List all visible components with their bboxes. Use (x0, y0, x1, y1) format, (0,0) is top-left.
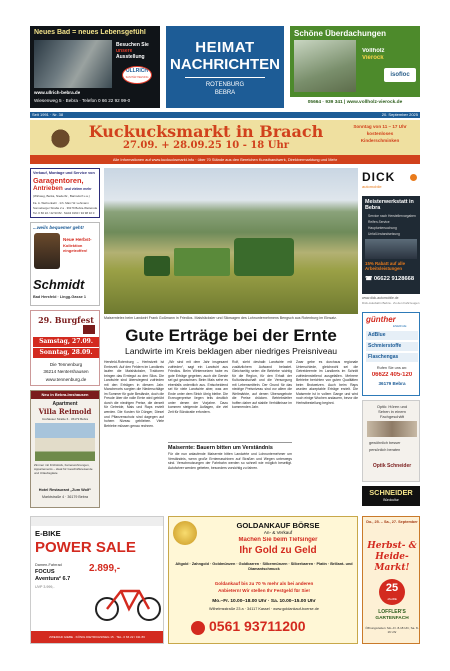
gold-offer1: Goldankauf bis zu 70 % mehr als bei anderen (214, 581, 314, 586)
guenther-phone2: 06622 405-120 (371, 372, 413, 378)
ad-optik[interactable] (362, 400, 420, 482)
article-headline: Gute Erträge bei der Ernte (125, 326, 337, 345)
reimold-name: Villa Reimold (38, 407, 92, 416)
villa-photo (35, 423, 95, 461)
brand-isofloc: isofloc (390, 72, 410, 78)
garagentor-tail: und vielem mehr (64, 187, 92, 191)
gold-hours: Mo.–Fr. 10.00–18.00 Uhr · Sa. 10.00–15.00 Uhr (212, 599, 316, 604)
ad-bathroom-footer2: Wiesenweg 5 · Bebra · Telefon 0 66 22 92 99-0 (34, 98, 131, 103)
logo-line4: BEBRA (214, 90, 236, 96)
reimold-text: Zimmer mit Frühstück, Ferienwohnungen, Appartements – ideal für Geschäftsreisende und Urlaubsgäste (34, 464, 93, 475)
gold-pitch1: Machen Sie beim Tiefsinger (238, 537, 318, 543)
ad-bathroom-line2: unsere (116, 48, 133, 54)
gold-items: Altgold · Zahngold · Goldmünzen · Goldbarren · Silbermünzen · Silberbarren · Platin · Brillant- und Diamantschmuck (175, 562, 353, 571)
ad-dick[interactable] (362, 168, 420, 194)
trailer-shape (174, 248, 230, 276)
dick-sub: automobile (362, 184, 382, 189)
article-photo[interactable] (104, 168, 358, 314)
dateline-right: 20. September 2025 (381, 112, 418, 117)
car-photo (365, 239, 417, 259)
guenther-sub: ENERGIE (393, 324, 407, 328)
garagentor-contact2: Sonneberger Straße 2 a · 36179 Bebra-Weiterode (33, 206, 98, 210)
garagentor-small: (Wirtweg, Berka, Niederbr., Barnsdorf u.a.) (33, 194, 90, 198)
burgfest-title: 29. Burgfest (38, 315, 94, 325)
ad-villa-reimold[interactable] (30, 390, 100, 508)
meister-item2: Reifen-Service (368, 220, 390, 224)
meister-discount: 15% Rabatt auf alle Arbeitsleistungen (365, 261, 406, 271)
article-col2 (168, 360, 228, 440)
logo-line1: HEIMAT (195, 39, 255, 56)
garten-title2: Heide- (375, 552, 409, 562)
reimold-sub2: Imshäuser Straße 6 · 36179 Bebra (41, 417, 89, 421)
article-col4 (296, 360, 358, 510)
harvester-shape (234, 238, 294, 276)
reimold-sub: Apartment (52, 401, 78, 407)
ad-carport-title: Schöne Überdachungen (294, 29, 387, 38)
ebike-model1: Damen-Fahrrad (35, 563, 62, 567)
garagentor-contact1: Fa. A. Wehrenkehr · Inh. Marc W. Lehmann (33, 201, 89, 205)
tractor-shape (144, 256, 170, 276)
optik-item2: persönlich beraten (369, 448, 401, 452)
ad-bathroom-line1: Besuchen Sie (116, 42, 149, 48)
meister-item4: Unfall-Instandsetzung (368, 232, 400, 236)
gold-sub: An- & Verkauf (263, 530, 293, 535)
garten-badge-sub: JAHRE (387, 597, 397, 601)
ad-goldankauf[interactable] (168, 516, 358, 644)
guenther-p3: Flaschengas (366, 353, 418, 362)
banner-kuckucksmarkt[interactable] (30, 120, 420, 164)
ebike-logos (31, 517, 163, 526)
garten-badge-num: 25 (385, 582, 399, 594)
guenther-addr: 36179 Bebra (378, 381, 406, 386)
eye-photo (367, 421, 417, 437)
schmidt-line2: Kollektion eingetroffen! (63, 243, 88, 253)
maisernte-box-title: Maisernte: Bauern bitten um Verständnis (168, 445, 273, 451)
ad-bathroom[interactable] (30, 26, 160, 108)
ad-gartenmarkt[interactable] (362, 516, 420, 644)
burgfest-web: www.tennenburg.de (45, 377, 87, 382)
burgfest-day1: Samstag, 27.09. (33, 337, 99, 347)
gold-phone: 0561 93711200 (209, 618, 306, 634)
meister-title: Meisterwerkstatt in Bebra (365, 199, 414, 212)
carport-photo (294, 40, 356, 92)
photo-caption: Maiserntelex beim Landwirt Frank Goßmann in Friedlos. Maishäcksler und Silowagen des Lohnunternehmens Bengsch aus Rotenburg im Einsatz. (104, 316, 337, 320)
reimold-foot1: Hotel Restaurant „Zum Wolf“ (38, 488, 92, 492)
banner-side2: kostenloses (366, 131, 394, 136)
article-col3 (232, 360, 292, 440)
guenther-phone1: Rufen Sie uns an: (376, 366, 408, 370)
meister-phone: ☎ 06622 9128668 (365, 276, 415, 282)
reimold-foot2: Marktstraße 4 · 36179 Bebra (42, 495, 88, 499)
burgfest-addr: 36214 Nentershausen (43, 369, 89, 374)
ebike-footer: ZWEIRAD GIEBE · KÖNIG DIETRICHSWEG 15 · TEL. 0 66 22 / 911 86 (31, 631, 163, 643)
garagentor-title2 (33, 185, 99, 192)
optik-line1: Optik: Hören und (376, 404, 408, 409)
burgfest-day2: Sonntag, 28.09. (33, 348, 99, 358)
isofloc-logo (384, 68, 416, 82)
garten-title1: Herbst- & (367, 541, 417, 551)
ullrich-brand: ULLRICH (126, 68, 148, 74)
phone-icon (191, 621, 205, 635)
schmidt-line1: Neue Herbst- (63, 237, 92, 242)
banner-bird (44, 126, 74, 154)
garten-name2: GARTENFACH (375, 616, 409, 621)
ad-meisterwerkstatt[interactable] (362, 196, 420, 294)
dick-dot-icon (410, 174, 417, 181)
ullrich-logo (122, 66, 152, 84)
guenther-brand: günther (366, 315, 396, 324)
ad-bathroom-footer: www.ullrich-bebra.de (34, 90, 81, 95)
ad-ebike[interactable] (30, 516, 164, 644)
ebike-model3: Aventura² 6.7 (35, 576, 71, 582)
gold-coin-icon (173, 521, 197, 545)
ebike-price: 2.899,- (89, 563, 121, 574)
article-subhead: Landwirte im Kreis beklagen aber niedriges Preisniveau (124, 346, 338, 356)
ad-guenther[interactable] (362, 312, 420, 396)
ullrich-sub: SANITÄR HEIZUNG (125, 76, 149, 79)
banner-title: Kuckucksmarkt in Braach (88, 122, 324, 141)
garagentor-contact3: Tel. 0 66 22 / 42 93 82 · Mobil 0160 / 94 98 32 0 (33, 211, 95, 215)
dick-web: www.dick-automobile.de (362, 296, 399, 300)
ad-carport-footer: 05664 · 939 341 | www.vollholz-vierock.de (290, 97, 420, 108)
schmidt-title: ...weils bequemer geht! (33, 225, 84, 230)
brand-vollholz: Vollholz (362, 48, 385, 54)
banner-side3: Kinderschminken (360, 138, 400, 143)
logo-line3: ROTENBURG (205, 82, 245, 88)
ad-carport[interactable] (290, 26, 420, 108)
garten-name: LÖFFLER'S (378, 609, 406, 615)
ad-schmidt[interactable] (30, 222, 100, 306)
garagentor-title1: Garagentoren, (33, 176, 84, 185)
dick-brand: DICK (362, 170, 396, 184)
article-col1-text: Hersfeld-Rotenburg – Herbstzeit ist Erntezeit. Auf den Feldern im Landkreis laufen die Maishäcksler, Traktoren bringen das Erntegut zu den Silos. Die Landwirte sind überwiegend zufrieden mit den Erträgen in diesem Jahr. Mancherorts sorgten die Niederschläge im Sommer für gute Bestände, doch die Freude über die volle Ernte wird getrübt durch die niedrigen Preise, die derzeit für Getreide, Mais und Raps erzielt werden. Die Kosten für Dünger, Diesel und Pflanzenschutz sind dagegen auf hohem Niveau geblieben. Viele Betriebe müssen genau rechnen. (104, 360, 164, 428)
guenther-p2: Schmierstoffe (366, 342, 418, 351)
logo-line2: NACHRICHTEN (170, 56, 280, 73)
schmidt-sub: Bad Hersfeld · Lingg-Gasse 1 (33, 295, 86, 299)
garten-badge (379, 579, 405, 605)
reimold-title: Neu in Bebra-Imshausen (31, 391, 99, 399)
schneider-sub: Bürokultur (383, 498, 399, 502)
meister-item3: Hauptuntersuchung (368, 226, 397, 230)
gold-title: GOLDANKAUF BÖRSE (236, 521, 320, 530)
article-col2-text: „Wir sind mit dem Jahr insgesamt zufrieden“, sagt ein Landwirt aus Friedlos. Beim Winterweizen habe es gute Erträge gegeben, auch die Gerste sei gut gewachsen. Beim Mais sehe es ebenfalls ordentlich aus. Entscheidend sei für viele Landwirte aber, was am Ende unter dem Strich übrig bleibe. Die Erzeugerpreise liegen teils deutlich unter denen der Vorjahre. Dazu kommen steigende Auflagen, die viel Zeit für Bürokratie erfordern. (168, 360, 228, 415)
ad-garagentor[interactable] (30, 168, 100, 218)
garten-footer: Öffnungszeiten: Mo.-Fr. 8-18 Uhr, Sa. 8-16 Uhr (365, 626, 419, 634)
schneider-brand: SCHNEIDER (369, 488, 413, 497)
ebike-title: E-BIKE (35, 529, 61, 538)
schmidt-brand: Schmidt (33, 277, 85, 292)
ad-bathroom-title: Neues Bad = neues Lebensgefühl (34, 29, 146, 36)
optik-brand: Optik Schneider (372, 463, 412, 469)
ebike-model2: FOCUS (35, 569, 55, 575)
optik-item1: gewöhnlich besser (369, 441, 401, 445)
guenther-p1: AdBlue (366, 331, 418, 340)
burgfest-venue: Die Tennenburg (49, 362, 83, 367)
ebike-old-price: UVP 3.999,- (35, 585, 55, 589)
bath-photo (34, 40, 112, 88)
ebike-title2: POWER SALE (35, 539, 136, 556)
banner-dates: 27.09. + 28.09.25 10 - 18 Uhr (122, 140, 289, 151)
ad-burgfest[interactable] (30, 310, 100, 386)
ad-bathroom-line3: Ausstellung (116, 54, 145, 60)
optik-line3: Fachgeschäft (379, 414, 404, 419)
gold-offer2: Anbietern! Wir stellen Ihr Festgeld für Sie! (218, 588, 310, 593)
article-col3-text: Rolf, sieht deshalb Landwirte mit zusätzlichem Aufwand belastet. Gleichzeitig seien die Betriebe wichtig für die Region, für den Erhalt der Kulturlandschaft und die Versorgung mit Lebensmitteln. Der Grund für das niedrige Preisniveau sind vor allem die Weltmärkte, auf denen Überangebote die Preise drücken. Betriebsleiter hoffen daher auf stabile Verhältnisse im kommenden Jahr. (232, 360, 292, 410)
logo-divider (185, 77, 265, 78)
article-col4-text: Zwar gebe es durchaus regionale Unterschiede, gleichwohl sei die Getreideernte im Landkreis im Schnitt zufriedenstellend ausgefallen. Mehrere Betriebe berichten von guten Qualitäten beim Brotweizen. Auch beim Raps wurden akzeptable Erträge erzielt. Die Maisernte ist in vollem Gange und wird noch einige Wochen andauern, bevor die Herbstbestellung beginnt. (296, 360, 358, 405)
garagentor-antrieben: Antrieben (33, 185, 63, 192)
gold-pitch2: Ihr Gold zu Geld (239, 545, 317, 556)
gold-addr: Wilhelmsstraße 23 a · 34117 Kassel · www.goldankauf-boerse.de (209, 607, 319, 611)
masthead-logo[interactable] (166, 26, 284, 108)
garagentor-line1: Verkauf, Montage und Service von (33, 171, 95, 175)
banner-side1: Sonntag von 11 – 17 Uhr (353, 124, 407, 129)
castle-icon (83, 325, 95, 334)
shoe-photo (34, 233, 60, 269)
meister-item1: Service nach Herstellervorgaben (368, 214, 416, 218)
maisernte-box-text: Für die nun anlaufende Maisernte bitten Landwirte und Lohnunternehmer um Verständnis, wenn große Erntemaschinen auf Straßen und Wegen unterwegs sind. Verschmutzungen der Fahrbahn werden so schnell wie möglich beseitigt. Autofahrer werden gebeten, besonders vorsichtig zu fahren. (168, 452, 292, 470)
optik-line2: Sehen in einem (378, 409, 406, 414)
ad-schneider[interactable] (362, 486, 420, 506)
article-col1 (104, 360, 164, 490)
ebike-icon (93, 579, 163, 623)
brand-vierock: Vierock (362, 55, 384, 61)
maisernte-box (168, 442, 292, 508)
banner-sub: Alle Informationen auf www.kuckucksmarkt.info · über 70 Stände aus den Bereichen Kunsthandwerk, Direktvermarktung und Mehr (30, 155, 420, 164)
dateline-left: Seit 1991 · Nr. 38 (32, 112, 64, 117)
dick-text: Dick-Autobahn Bebra · Zu den Fahrzeugen (362, 301, 420, 305)
garten-title3: Markt! (374, 563, 410, 573)
garten-days: Do., 25. – Sa., 27. September (366, 520, 418, 524)
